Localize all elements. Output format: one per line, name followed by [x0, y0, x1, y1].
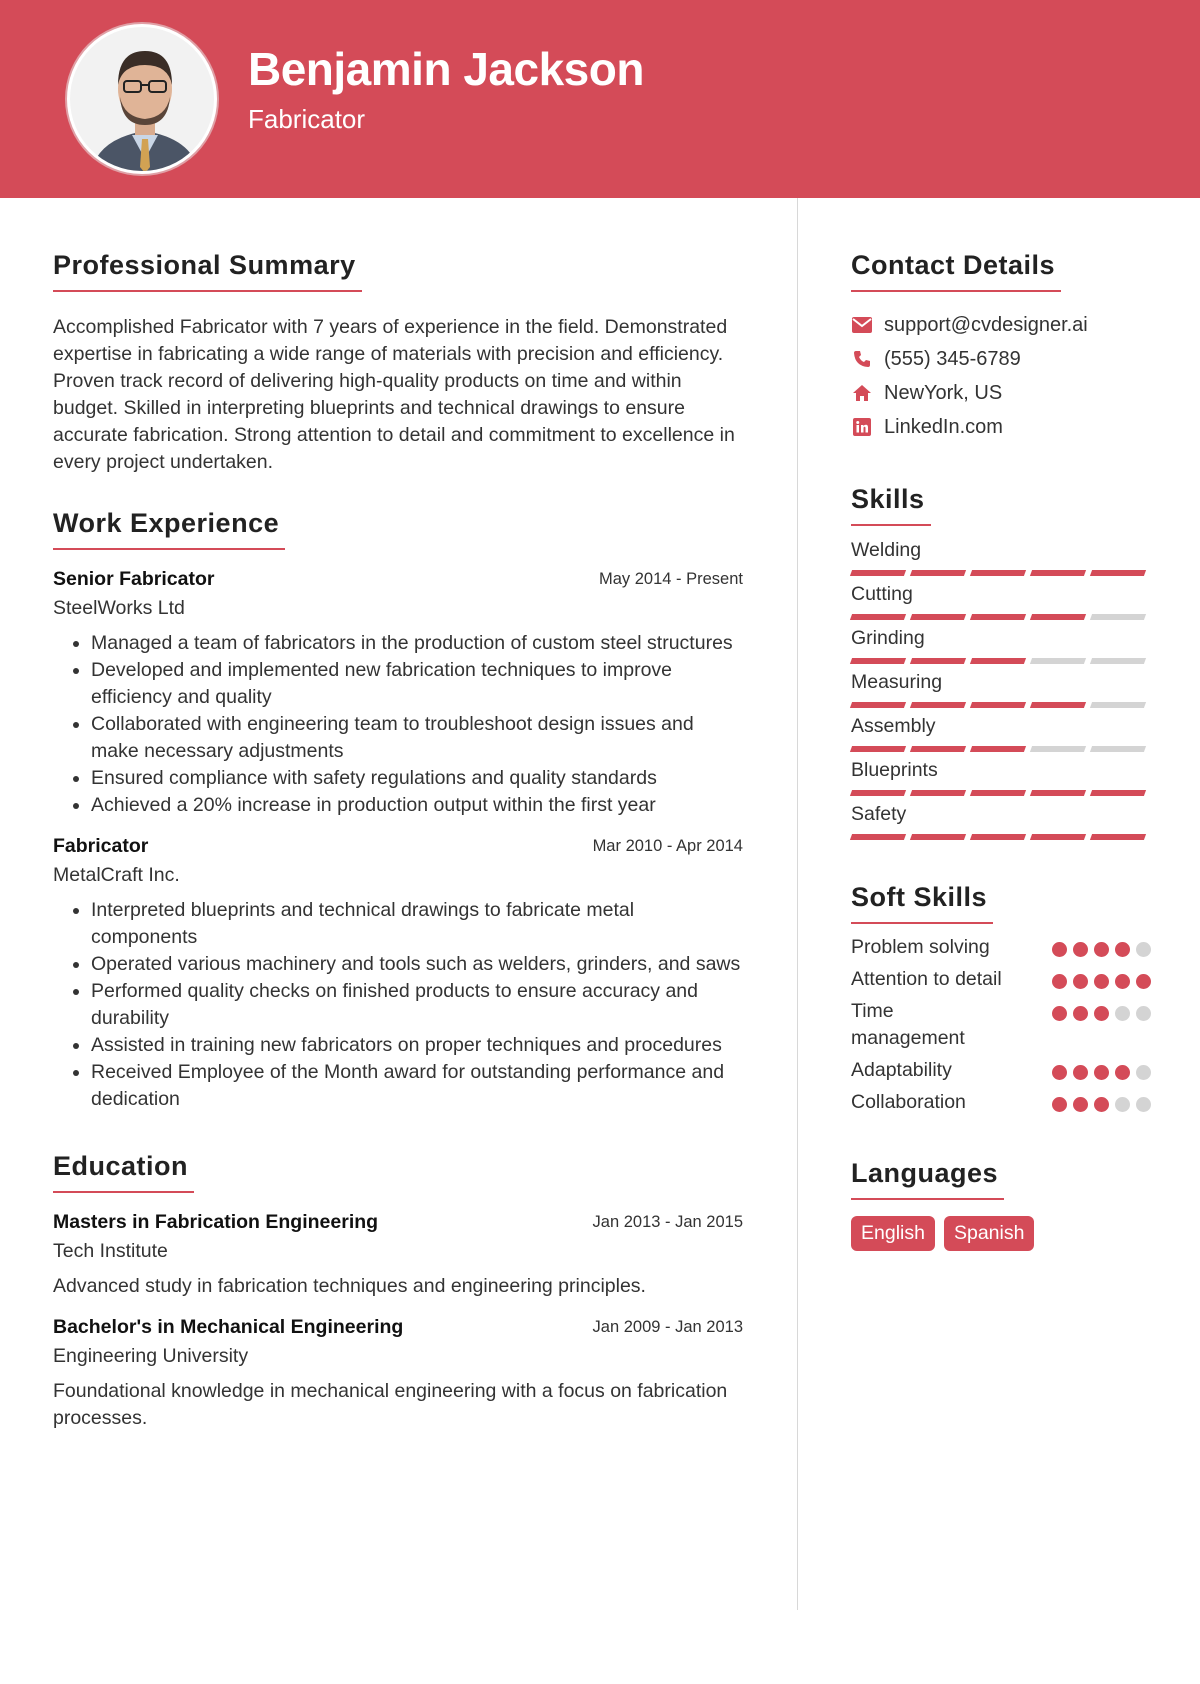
skill-level-segment	[910, 834, 966, 840]
job-bullets	[53, 630, 743, 819]
experience-section	[53, 508, 743, 1113]
contact-phone-text: (555) 345-6789	[884, 347, 1021, 370]
rating-dot	[1136, 974, 1151, 989]
skill-level-segment	[910, 614, 966, 620]
rating-dot	[1073, 1065, 1088, 1080]
skill-level-segment	[850, 658, 906, 664]
job-entry	[53, 835, 743, 1113]
rating-dot	[1115, 974, 1130, 989]
degree-title: Bachelor's in Mechanical Engineering	[53, 1316, 404, 1338]
skill-level-bar	[851, 834, 1151, 840]
skill-level-bar	[851, 746, 1151, 752]
rating-dot	[1136, 1065, 1151, 1080]
skill-level-segment	[1030, 746, 1086, 752]
soft-skill-rating	[1052, 1006, 1151, 1021]
contact-location-text: NewYork, US	[884, 381, 1003, 404]
soft-skill-rating	[1052, 1097, 1151, 1112]
job-bullet: • Ensured compliance with safety regulations and quality standards	[91, 765, 743, 792]
skill-item	[851, 800, 1151, 840]
skill-level-segment	[1030, 790, 1086, 796]
rating-dot	[1052, 974, 1067, 989]
education-section	[53, 1151, 743, 1432]
phone-icon	[851, 348, 873, 370]
rating-dot	[1094, 1006, 1109, 1021]
skill-level-segment	[910, 658, 966, 664]
rating-dot	[1136, 942, 1151, 957]
skill-item	[851, 536, 1151, 576]
skill-level-segment	[1090, 570, 1146, 576]
rating-dot	[1073, 1097, 1088, 1112]
column-divider	[797, 198, 798, 1610]
job-bullet: • Achieved a 20% increase in production output within the first year	[91, 792, 743, 819]
home-icon	[851, 382, 873, 404]
job-bullet: • Performed quality checks on finished products to ensure accuracy and durability	[91, 978, 743, 1032]
school-name: Tech Institute	[53, 1240, 168, 1262]
job-bullet: • Received Employee of the Month award for outstanding performance and dedication	[91, 1059, 743, 1113]
soft-skill-rating	[1052, 1065, 1151, 1080]
soft-skill-name: Collaboration	[851, 1091, 966, 1113]
rating-dot	[1073, 974, 1088, 989]
skill-level-segment	[910, 746, 966, 752]
education-entry	[53, 1316, 743, 1432]
job-title: Fabricator	[53, 835, 149, 857]
job-bullet: • Operated various machinery and tools such as welders, grinders, and saws	[91, 951, 743, 978]
summary-heading: Professional Summary	[53, 250, 362, 292]
header-banner	[0, 0, 1200, 198]
skill-name: Cutting	[851, 583, 913, 605]
languages-section	[851, 1158, 1151, 1251]
contact-linkedin[interactable]	[851, 410, 1151, 444]
profile-photo	[70, 27, 217, 174]
rating-dot	[1136, 1097, 1151, 1112]
soft-skill-name: Problem solving	[851, 936, 990, 958]
rating-dot	[1115, 942, 1130, 957]
contact-location	[851, 376, 1151, 410]
job-company: SteelWorks Ltd	[53, 597, 185, 619]
rating-dot	[1115, 1065, 1130, 1080]
soft-skills-section	[851, 882, 1151, 1116]
rating-dot	[1136, 1006, 1151, 1021]
degree-title: Masters in Fabrication Engineering	[53, 1211, 379, 1233]
skill-level-segment	[910, 702, 966, 708]
summary-section	[53, 250, 743, 476]
soft-skill-name: Attention to detail	[851, 968, 1002, 990]
skill-level-segment	[850, 834, 906, 840]
job-bullet: • Managed a team of fabricators in the production of custom steel structures	[91, 630, 743, 657]
skill-level-segment	[850, 790, 906, 796]
skill-name: Measuring	[851, 671, 943, 693]
skill-level-segment	[1030, 658, 1086, 664]
soft-skill-item	[851, 966, 1151, 993]
education-description: Advanced study in fabrication techniques and engineering principles.	[53, 1275, 646, 1297]
rating-dot	[1052, 1006, 1067, 1021]
soft-skill-rating	[1052, 974, 1151, 989]
skill-level-segment	[970, 702, 1026, 708]
rating-dot	[1094, 1065, 1109, 1080]
job-title: Senior Fabricator	[53, 568, 215, 590]
job-bullet: • Developed and implemented new fabrication techniques to improve efficiency and quality	[91, 657, 743, 711]
rating-dot	[1094, 974, 1109, 989]
rating-dot	[1115, 1006, 1130, 1021]
soft-skill-rating	[1052, 942, 1151, 957]
experience-heading: Work Experience	[53, 508, 285, 550]
job-bullet: • Collaborated with engineering team to troubleshoot design issues and make necessary adjustments	[91, 711, 743, 765]
candidate-role: Fabricator	[248, 104, 366, 134]
skill-level-segment	[910, 790, 966, 796]
job-bullet: • Interpreted blueprints and technical drawings to fabricate metal components	[91, 897, 743, 951]
contact-heading: Contact Details	[851, 250, 1061, 292]
skill-name: Welding	[851, 539, 922, 561]
skill-level-segment	[970, 790, 1026, 796]
skill-level-segment	[1030, 834, 1086, 840]
skill-name: Grinding	[851, 627, 925, 649]
contact-section	[851, 250, 1151, 444]
education-dates: Jan 2009 - Jan 2013	[592, 1318, 743, 1336]
skill-level-bar	[851, 702, 1151, 708]
contact-phone[interactable]	[851, 342, 1151, 376]
skill-level-segment	[1090, 614, 1146, 620]
soft-skill-item	[851, 934, 1151, 961]
skill-level-bar	[851, 614, 1151, 620]
soft-skill-name: Adaptability	[851, 1059, 952, 1081]
soft-skill-item	[851, 998, 1151, 1052]
skill-level-segment	[1090, 790, 1146, 796]
skills-heading: Skills	[851, 484, 931, 526]
skill-name: Assembly	[851, 715, 936, 737]
language-tag: English	[851, 1216, 935, 1251]
skill-level-segment	[1090, 746, 1146, 752]
skill-level-segment	[970, 614, 1026, 620]
education-entry	[53, 1211, 743, 1300]
rating-dot	[1073, 1006, 1088, 1021]
skill-level-segment	[850, 570, 906, 576]
languages-heading: Languages	[851, 1158, 1004, 1200]
skill-level-bar	[851, 570, 1151, 576]
sidebar-column	[851, 250, 1151, 1251]
skill-level-segment	[850, 702, 906, 708]
soft-skill-name: Time management	[851, 1000, 965, 1049]
skill-level-segment	[1030, 702, 1086, 708]
skill-level-segment	[970, 834, 1026, 840]
job-company: MetalCraft Inc.	[53, 864, 180, 886]
main-column	[53, 250, 743, 1432]
skill-item	[851, 580, 1151, 620]
job-dates: May 2014 - Present	[599, 570, 743, 588]
skill-level-segment	[1030, 614, 1086, 620]
skill-level-segment	[850, 746, 906, 752]
skill-level-bar	[851, 790, 1151, 796]
education-heading: Education	[53, 1151, 194, 1193]
rating-dot	[1073, 942, 1088, 957]
skill-level-segment	[970, 746, 1026, 752]
skill-item	[851, 756, 1151, 796]
summary-text: Accomplished Fabricator with 7 years of experience in the field. Demonstrated expertise in fabricating a wide range of materials with precision and efficiency. Proven track record of delivering high-quality products on time and within budget. Skilled in interpreting blueprints and technical drawings to ensure accurate fabrication. Strong attention to detail and commitment to excellence in every project undertaken.	[53, 316, 735, 473]
skill-name: Safety	[851, 803, 907, 825]
skill-level-segment	[1030, 570, 1086, 576]
education-description: Foundational knowledge in mechanical engineering with a focus on fabrication processes.	[53, 1380, 728, 1429]
contact-linkedin-text: LinkedIn.com	[884, 415, 1003, 438]
education-dates: Jan 2013 - Jan 2015	[592, 1213, 743, 1231]
email-icon	[851, 314, 873, 336]
rating-dot	[1052, 942, 1067, 957]
skill-level-bar	[851, 658, 1151, 664]
skill-level-segment	[1090, 834, 1146, 840]
soft-skill-item	[851, 1057, 1151, 1084]
rating-dot	[1052, 1097, 1067, 1112]
linkedin-icon	[851, 416, 873, 438]
contact-email[interactable]	[851, 308, 1151, 342]
rating-dot	[1094, 1097, 1109, 1112]
rating-dot	[1115, 1097, 1130, 1112]
job-dates: Mar 2010 - Apr 2014	[592, 837, 743, 855]
skill-level-segment	[970, 658, 1026, 664]
rating-dot	[1052, 1065, 1067, 1080]
rating-dot	[1094, 942, 1109, 957]
job-bullets	[53, 897, 743, 1113]
skill-item	[851, 712, 1151, 752]
skills-section	[851, 484, 1151, 840]
language-tag: Spanish	[944, 1216, 1034, 1251]
skill-level-segment	[1090, 702, 1146, 708]
skill-level-segment	[1090, 658, 1146, 664]
job-bullet: • Assisted in training new fabricators on proper techniques and procedures	[91, 1032, 743, 1059]
skill-item	[851, 668, 1151, 708]
avatar	[67, 24, 217, 174]
skill-level-segment	[910, 570, 966, 576]
job-entry	[53, 568, 743, 819]
skill-level-segment	[850, 614, 906, 620]
soft-skill-item	[851, 1089, 1151, 1116]
skill-name: Blueprints	[851, 759, 938, 781]
skill-item	[851, 624, 1151, 664]
contact-email-text: support@cvdesigner.ai	[884, 313, 1088, 336]
school-name: Engineering University	[53, 1345, 249, 1367]
skill-level-segment	[970, 570, 1026, 576]
candidate-name: Benjamin Jackson	[248, 43, 644, 95]
soft-skills-heading: Soft Skills	[851, 882, 993, 924]
